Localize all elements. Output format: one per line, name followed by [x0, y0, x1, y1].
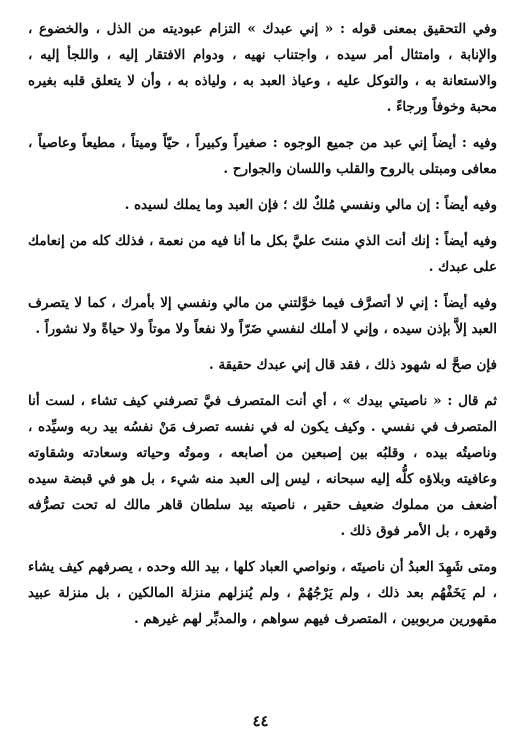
page-number: ٤٤ — [252, 712, 269, 730]
page-body — [28, 16, 497, 734]
paragraph-wealth-and-self: وفيه أيضاً : إن مالي ونفسي مُلكٌ لك ؛ فإن العبد وما يملك لسيده . — [124, 197, 497, 213]
paragraph-acting-by-command: وفيه أيضاً : إني لا أتصرَّف فيما خوَّلتني من مالي ونفسي إلا بأمرك ، كما لا يتصرف العبد إلاَّ بإذن سيده ، وإني لا أملك لنفسي ضَرّاً ولا نفعاً ولا موتاً ولا حياةً ولا نشوراً . — [28, 295, 497, 337]
paragraph-blessings: وفيه أيضاً : إنك أنت الذي مننتَ عليَّ بكل ما أنا فيه من نعمة ، فذلك كله من إنعامك على عبدك . — [28, 233, 497, 275]
paragraph-forelock-in-hand: ثم قال : « ناصيتي بيدك » ، أي أنت المتصرف فيَّ تصرفني كيف تشاء ، لست أنا المتصرف في نفسي . وكيف يكون له في نفسه تصرف مَنْ نفسُه بيد ربه وسيِّده ، وناصيتُه بيده ، وقلبُه بين إصبعين من أصابعه ، وموتُه وحياته وسعادته وشقاوته وعافيته وبلاؤه كلُّه إليه سبحانه ، ليس إلى العبد منه شيء ، بل هو في قبضة سيده أضعف من مملوك ضعيف حقير ، ناصيته بيد سلطان قاهر مالك له تحت تصرُّفه وقهره ، بل الأمر فوق ذلك . — [28, 393, 497, 539]
paragraph-servitude-meaning: وفي التحقيق بمعنى قوله : « إني عبدك » التزام عبوديته من الذل ، والخضوع ، والإنابة ، وامتثال أمر سيده ، واجتناب نهيه ، ودوام الافتقار إليه ، واللجأ إليه ، والاستعانة به ، والتوكل عليه ، وعياذ العبد به ، ولياذه به ، وأن لا يتعلق قلبه بغيره محبة وخوفاً ورجاءً . — [28, 21, 497, 115]
paragraph-true-servant: فإن صحَّ له شهود ذلك ، فقد قال إني عبدك حقيقة . — [209, 357, 497, 373]
paragraph-witnessing-forelocks: ومتى شَهِدَ العبدُ أن ناصيتَه ، ونواصي العباد كلها ، بيد الله وحده ، يصرفهم كيف يشاء ، لم يَخَفْهُم بعد ذلك ، ولم يَرْجُهُمْ ، ولم يُنزلهم منزلة المالكين ، بل منزلة عبيد مقهورين مربوبين ، المتصرف فيهم سواهم ، والمدبِّر لهم غيرهم . — [28, 559, 497, 627]
paragraph-servant-all-aspects: وفيه : أيضاً إني عبد من جميع الوجوه : صغيراً وكبيراً ، حيّاً وميتاً ، مطيعاً وعاصياً ، معافى ومبتلى بالروح والقلب واللسان والجوارح . — [28, 135, 497, 177]
